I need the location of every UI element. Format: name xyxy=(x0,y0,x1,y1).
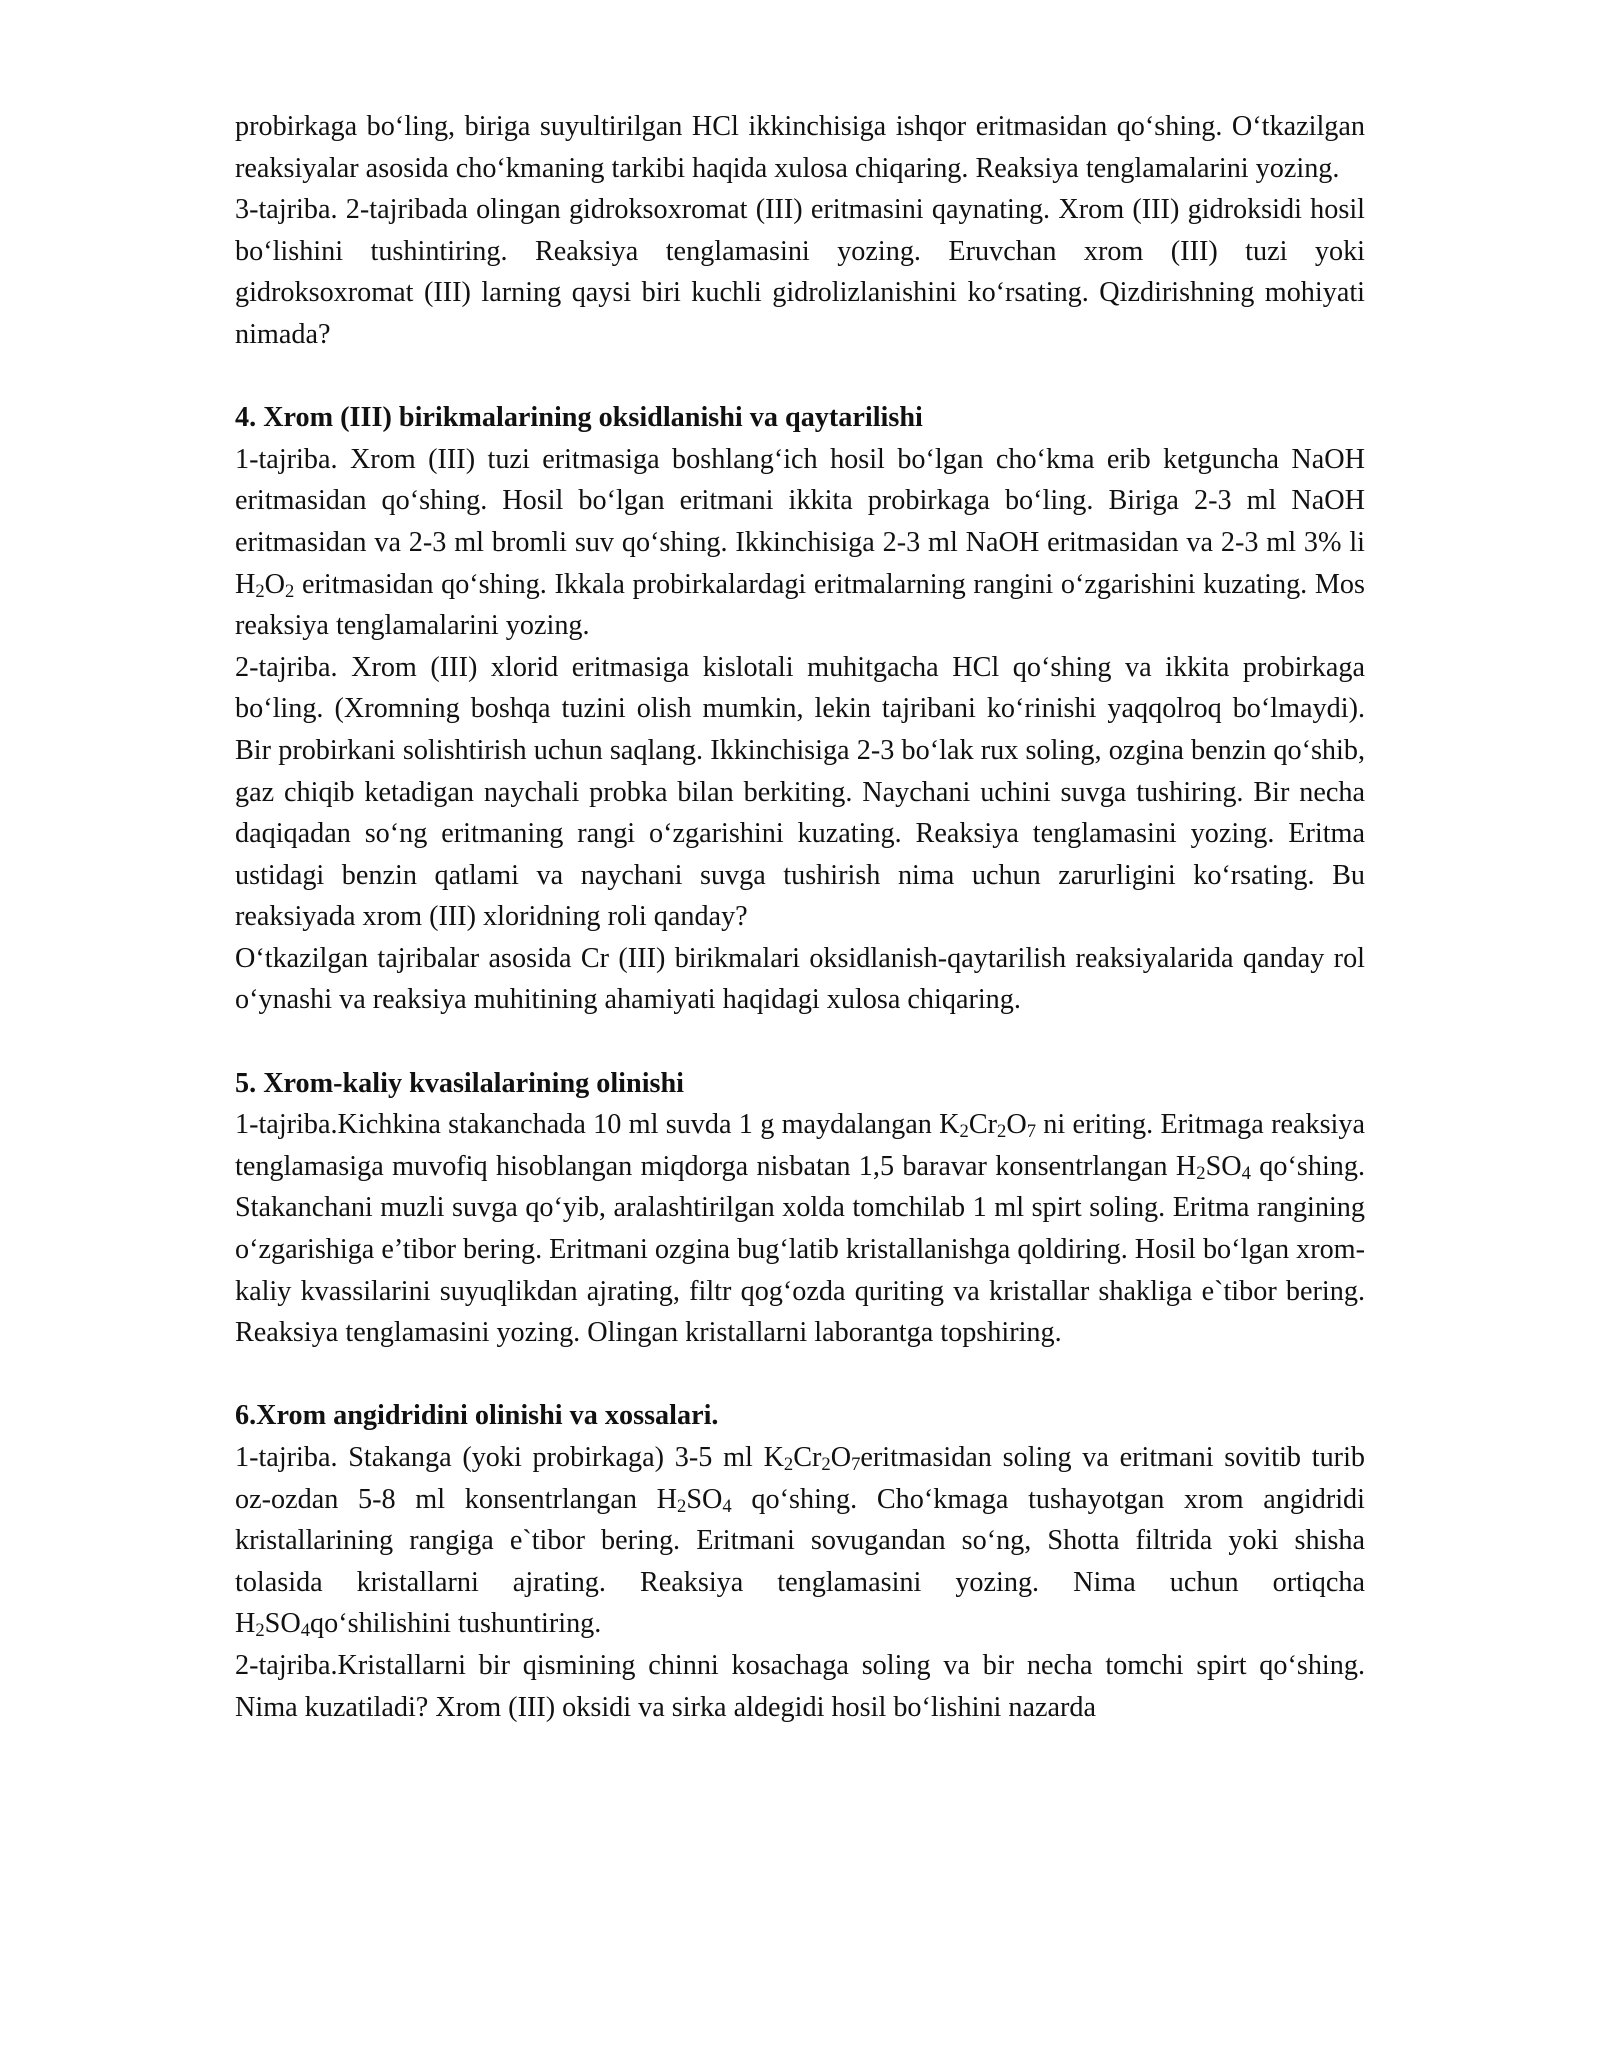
text-run: 1-tajriba. Xrom (III) tuzi eritmasiga boshlang‘ich hosil bo‘lgan cho‘kma erib ketguncha NaOH eritmasidan qo‘shing. Hosil bo‘lgan eritmani ikkita probirkaga bo‘ling. Biriga 2-3 ml NaOH eritmasidan va 2-3 ml bromli suv qo‘shing. Ikkinchisiga 2-3 ml NaOH eritmasidan va 2-3 ml 3% li H xyxy=(235,443,1365,600)
document-page xyxy=(235,106,1365,1728)
text-run: ni eriting. Eritmaga reaksiya tenglamasiga muvofiq hisoblangan miqdorga nisbatan 1,5 baravar konsentrlangan H xyxy=(235,1109,1365,1182)
text-run: SO xyxy=(264,1608,301,1640)
text-run: O xyxy=(264,568,286,600)
subscript-text: 7 xyxy=(1026,1121,1036,1143)
text-run: O‘tkazilgan tajribalar asosida Cr (III) birikmalari oksidlanish-qaytarilish reaksiyalarida qanday rol o‘ynashi va reaksiya muhitining ahamiyati haqidagi xulosa chiqaring. xyxy=(235,942,1365,1016)
heading-section-6 xyxy=(235,1395,1365,1437)
text-run: Cr xyxy=(968,1109,998,1141)
paragraph-spacer xyxy=(235,1021,1365,1063)
text-run: 4. Xrom (III) birikmalarining oksidlanishi va qaytarilishi xyxy=(235,402,923,434)
text-run: 5. Xrom-kaliy kvasilalarining olinishi xyxy=(235,1067,685,1099)
text-run: 3-tajriba. 2-tajribada olingan gidroksoxromat (III) eritmasini qaynating. Xrom (III) gidroksidi hosil bo‘lishini tushintiring. Reaksiya tenglamasini yozing. Eruvchan xrom (III) tuzi yoki gidroksoxromat (III) larning qaysi biri kuchli gidrolizlanishini ko‘rsating. Qizdirishning mohiyati nimada? xyxy=(235,194,1365,350)
text-run: O xyxy=(830,1442,852,1473)
para-3-tajriba xyxy=(235,189,1365,355)
text-run: qo‘shing. Stakanchani muzli suvga qo‘yib, aralashtirilgan xolda tomchilab 1 ml spirt soling. Eritma rangining o‘zgarishiga e’tibor bering. Eritmani ozgina bug‘latib kristallanishga qoldiring. Hosil bo‘lgan xrom-kaliy kvassilarini suyuqlikdan ajrating, filtr qog‘ozda quriting va kristallar shakliga e`tibor bering. Reaksiya tenglamasini yozing. Olingan kristallarni laborantga topshiring. xyxy=(235,1150,1366,1349)
heading-section-4 xyxy=(235,397,1365,439)
text-run: probirkaga bo‘ling, biriga suyultirilgan HCl ikkinchisiga ishqor eritmasidan qo‘shing. O‘tkazilgan reaksiyalar asosida cho‘kmaning tarkibi haqida xulosa chiqaring. Reaksiya tenglamalarini yozing. xyxy=(235,111,1365,184)
para-section-5-1-tajriba xyxy=(235,1104,1365,1354)
text-run: SO xyxy=(1205,1150,1242,1182)
text-run: O xyxy=(1006,1109,1027,1141)
text-run: qo‘shilishini tushuntiring. xyxy=(310,1608,602,1640)
text-run: eritmasidan soling va eritmani sovitib turib oz-ozdan 5-8 ml konsentrlangan H xyxy=(235,1442,1365,1515)
subscript-text: 2 xyxy=(997,1121,1007,1143)
text-run: 6.Xrom angidridini olinishi va xossalari. xyxy=(235,1400,719,1432)
subscript-text: 4 xyxy=(722,1495,732,1517)
text-run: 1-tajriba. Stakanga (yoki probirkaga) 3-5 ml K xyxy=(235,1442,784,1473)
text-run: Cr xyxy=(793,1442,822,1473)
para-section-4-conclusion xyxy=(235,938,1365,1021)
para-section-4-2-tajriba xyxy=(235,647,1365,938)
text-run: 1-tajriba.Kichkina stakanchada 10 ml suvda 1 g maydalangan K xyxy=(235,1109,960,1141)
subscript-text: 2 xyxy=(677,1495,687,1517)
subscript-text: 2 xyxy=(255,580,265,602)
para-section-6-2-tajriba xyxy=(235,1645,1365,1728)
text-run: qo‘shing. Cho‘kmaga tushayotgan xrom angidridi kristallarining rangiga e`tibor bering. Eritmani sovugandan so‘ng, Shotta filtrida yoki shisha tolasida kristallarni ajrating. Reaksiya tenglamasini yozing. Nima uchun ortiqcha H xyxy=(235,1483,1365,1640)
text-run: 2-tajriba.Kristallarni bir qismining chinni kosachaga soling va bir necha tomchi spirt qo‘shing. Nima kuzatiladi? Xrom (III) oksidi va sirka aldegidi hosil bo‘lishini nazarda xyxy=(235,1649,1365,1723)
subscript-text: 2 xyxy=(783,1454,794,1476)
subscript-text: 2 xyxy=(255,1620,265,1642)
subscript-text: 2 xyxy=(821,1454,831,1476)
subscript-text: 7 xyxy=(851,1454,861,1476)
text-run: 2-tajriba. Xrom (III) xlorid eritmasiga kislotali muhitgacha HCl qo‘shing va ikkita probirkaga bo‘ling. (Xromning boshqa tuzini olish mumkin, lekin tajribani ko‘rinishi yaqqolroq bo‘lmaydi). Bir probirkani solishtirish uchun saqlang. Ikkinchisiga 2-3 bo‘lak rux soling, ozgina benzin qo‘shib, gaz chiqib ketadigan naychali probka bilan berkiting. Naychani uchini suvga tushiring. Bir necha daqiqadan so‘ng eritmaning rangi o‘zgarishini kuzating. Reaksiya tenglamasini yozing. Eritma ustidagi benzin qatlami va naychani suvga tushirish nima uchun zarurligini ko‘rsating. Bu reaksiyada xrom (III) xloridning roli qanday? xyxy=(235,651,1365,933)
paragraph-spacer xyxy=(235,356,1365,398)
subscript-text: 2 xyxy=(1196,1162,1206,1184)
subscript-text: 4 xyxy=(1241,1162,1251,1184)
subscript-text: 4 xyxy=(300,1620,311,1642)
subscript-text: 2 xyxy=(959,1121,969,1143)
para-continuation-2-tajriba xyxy=(235,106,1365,189)
text-run: eritmasidan qo‘shing. Ikkala probirkalardagi eritmalarning rangini o‘zgarishini kuzating. Mos reaksiya tenglamalarini yozing. xyxy=(235,568,1365,642)
subscript-text: 2 xyxy=(285,580,295,602)
heading-section-5 xyxy=(235,1063,1365,1105)
text-run: SO xyxy=(686,1483,723,1515)
para-section-6-1-tajriba xyxy=(235,1437,1365,1645)
para-section-4-1-tajriba xyxy=(235,439,1365,647)
paragraph-spacer xyxy=(235,1354,1365,1396)
